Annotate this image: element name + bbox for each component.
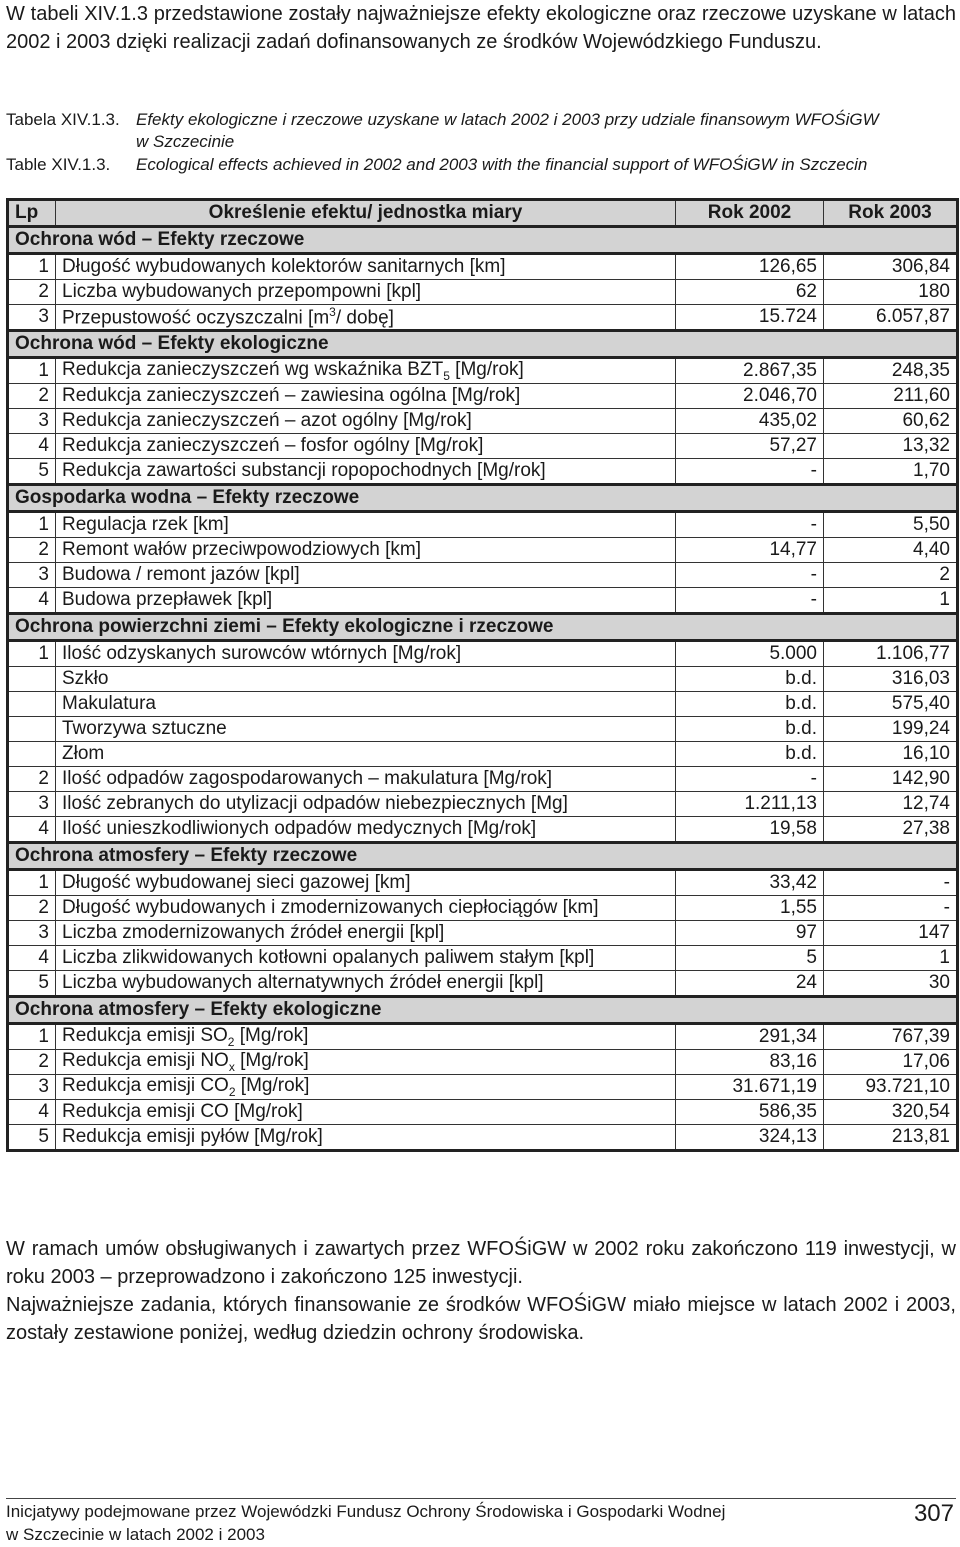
row-lp: 2 bbox=[8, 896, 56, 921]
row-lp: 5 bbox=[8, 971, 56, 997]
row-description-text: Redukcja zanieczyszczeń wg wskaźnika BZT bbox=[62, 359, 444, 381]
row-description bbox=[56, 563, 676, 588]
row-description-unit: [Mg/rok] bbox=[235, 1075, 310, 1097]
row-value-2002: b.d. bbox=[676, 667, 824, 692]
table-row bbox=[8, 1125, 958, 1151]
footer-text bbox=[6, 1500, 886, 1546]
table-row bbox=[8, 1024, 958, 1050]
row-description-text: Regulacja rzek [km] bbox=[62, 514, 229, 536]
row-value-2003: 316,03 bbox=[824, 667, 958, 692]
row-description bbox=[56, 717, 676, 742]
row-description bbox=[56, 1050, 676, 1075]
row-value-2003: 16,10 bbox=[824, 742, 958, 767]
row-value-2002: 83,16 bbox=[676, 1050, 824, 1075]
row-lp: 4 bbox=[8, 946, 56, 971]
row-description bbox=[56, 588, 676, 614]
row-description bbox=[56, 538, 676, 563]
table-row bbox=[8, 921, 958, 946]
row-value-2003: 27,38 bbox=[824, 817, 958, 843]
row-lp: 2 bbox=[8, 1050, 56, 1075]
row-lp: 5 bbox=[8, 1125, 56, 1151]
row-value-2002: - bbox=[676, 459, 824, 485]
table-header-row bbox=[8, 200, 958, 227]
table-row bbox=[8, 767, 958, 792]
row-description bbox=[56, 434, 676, 459]
row-value-2002: 19,58 bbox=[676, 817, 824, 843]
section-title: Gospodarka wodna – Efekty rzeczowe bbox=[8, 485, 958, 512]
row-lp: 1 bbox=[8, 254, 56, 280]
row-description bbox=[56, 767, 676, 792]
row-description bbox=[56, 1125, 676, 1151]
row-description-subscript: 2 bbox=[228, 1085, 236, 1100]
row-value-2003: 211,60 bbox=[824, 384, 958, 409]
table-row bbox=[8, 792, 958, 817]
row-value-2003: 1 bbox=[824, 588, 958, 614]
row-description bbox=[56, 1075, 676, 1100]
row-description bbox=[56, 358, 676, 384]
row-value-2002: - bbox=[676, 588, 824, 614]
row-lp: 3 bbox=[8, 409, 56, 434]
row-value-2002: 31.671,19 bbox=[676, 1075, 824, 1100]
row-value-2002: 2.867,35 bbox=[676, 358, 824, 384]
row-value-2003: 767,39 bbox=[824, 1024, 958, 1050]
row-description-text: Liczba zlikwidowanych kotłowni opalanych paliwem stałym [kpl] bbox=[62, 947, 595, 969]
row-value-2003: 12,74 bbox=[824, 792, 958, 817]
table-row bbox=[8, 384, 958, 409]
row-description bbox=[56, 921, 676, 946]
header-description: Określenie efektu/ jednostka miary bbox=[56, 200, 676, 227]
table-row bbox=[8, 280, 958, 305]
row-value-2002: 5.000 bbox=[676, 641, 824, 667]
row-value-2002: b.d. bbox=[676, 717, 824, 742]
header-year-2003: Rok 2003 bbox=[824, 200, 958, 227]
section-header-row bbox=[8, 614, 958, 641]
table-row bbox=[8, 459, 958, 485]
row-description bbox=[56, 409, 676, 434]
row-value-2002: - bbox=[676, 563, 824, 588]
row-value-2003: 320,54 bbox=[824, 1100, 958, 1125]
row-lp: 3 bbox=[8, 305, 56, 331]
table-row bbox=[8, 1050, 958, 1075]
row-value-2002: - bbox=[676, 512, 824, 538]
row-value-2002: 1.211,13 bbox=[676, 792, 824, 817]
row-lp bbox=[8, 742, 56, 767]
row-description bbox=[56, 512, 676, 538]
row-lp: 3 bbox=[8, 563, 56, 588]
row-value-2002: b.d. bbox=[676, 742, 824, 767]
table-caption-pl bbox=[6, 109, 879, 131]
row-description bbox=[56, 870, 676, 896]
row-description bbox=[56, 692, 676, 717]
section-title: Ochrona wód – Efekty ekologiczne bbox=[8, 331, 958, 358]
row-value-2003: 199,24 bbox=[824, 717, 958, 742]
row-lp: 3 bbox=[8, 921, 56, 946]
row-value-2003: 147 bbox=[824, 921, 958, 946]
row-description-text: Ilość zebranych do utylizacji odpadów niebezpiecznych [Mg] bbox=[62, 793, 568, 815]
row-value-2002: 2.046,70 bbox=[676, 384, 824, 409]
row-lp: 2 bbox=[8, 280, 56, 305]
section-title: Ochrona wód – Efekty rzeczowe bbox=[8, 227, 958, 254]
row-description-text: Remont wałów przeciwpowodziowych [km] bbox=[62, 539, 422, 561]
row-value-2003: 213,81 bbox=[824, 1125, 958, 1151]
row-description bbox=[56, 742, 676, 767]
row-value-2003: 2 bbox=[824, 563, 958, 588]
row-value-2003: 6.057,87 bbox=[824, 305, 958, 331]
section-header-row bbox=[8, 227, 958, 254]
row-lp bbox=[8, 692, 56, 717]
table-caption-pl-line2 bbox=[136, 131, 234, 153]
row-value-2003: 4,40 bbox=[824, 538, 958, 563]
caption-en-label: Table XIV.1.3. bbox=[6, 155, 111, 174]
row-description bbox=[56, 896, 676, 921]
row-value-2003: 248,35 bbox=[824, 358, 958, 384]
table-row bbox=[8, 742, 958, 767]
row-description-text: Liczba wybudowanych przepompowni [kpl] bbox=[62, 281, 422, 302]
table-row bbox=[8, 1075, 958, 1100]
row-value-2002: 5 bbox=[676, 946, 824, 971]
row-lp: 3 bbox=[8, 1075, 56, 1100]
row-description-text: Redukcja zanieczyszczeń – fosfor ogólny [Mg/rok] bbox=[62, 435, 484, 457]
row-lp: 2 bbox=[8, 384, 56, 409]
row-value-2003: 17,06 bbox=[824, 1050, 958, 1075]
row-lp: 3 bbox=[8, 792, 56, 817]
row-lp: 4 bbox=[8, 1100, 56, 1125]
row-value-2002: 324,13 bbox=[676, 1125, 824, 1151]
row-value-2003: 5,50 bbox=[824, 512, 958, 538]
row-description-subscript: 2 bbox=[227, 1035, 235, 1050]
table-row bbox=[8, 434, 958, 459]
row-description-text: Redukcja emisji pyłów [Mg/rok] bbox=[62, 1126, 323, 1148]
section-title: Ochrona powierzchni ziemi – Efekty ekologiczne i rzeczowe bbox=[8, 614, 958, 641]
row-value-2002: 126,65 bbox=[676, 254, 824, 280]
caption-en-text: Ecological effects achieved in 2002 and 2003 with the financial support of WFOŚiGW in Szczecin bbox=[136, 155, 868, 174]
table-body bbox=[8, 227, 958, 1151]
row-value-2003: - bbox=[824, 870, 958, 896]
row-value-2003: 13,32 bbox=[824, 434, 958, 459]
table-row bbox=[8, 254, 958, 280]
section-header-row bbox=[8, 843, 958, 870]
row-description bbox=[56, 459, 676, 485]
row-description-text: Makulatura bbox=[62, 693, 156, 715]
row-description-unit: [Mg/rok] bbox=[234, 1025, 309, 1047]
row-description-unit: / dobę] bbox=[335, 307, 394, 329]
footer-line-1: Inicjatywy podejmowane przez Wojewódzki Fundusz Ochrony Środowiska i Gospodarki Wodnej bbox=[6, 1502, 726, 1521]
row-value-2003: 142,90 bbox=[824, 767, 958, 792]
section-header-row bbox=[8, 331, 958, 358]
row-description-text: Ilość odpadów zagospodarowanych – makulatura [Mg/rok] bbox=[62, 768, 553, 790]
row-description-text: Długość wybudowanych kolektorów sanitarnych [km] bbox=[62, 256, 506, 277]
row-description-subscript: 5 bbox=[443, 369, 450, 384]
row-description bbox=[56, 254, 676, 280]
row-value-2002: 97 bbox=[676, 921, 824, 946]
header-year-2002: Rok 2002 bbox=[676, 200, 824, 227]
section-title: Ochrona atmosfery – Efekty ekologiczne bbox=[8, 997, 958, 1024]
row-lp: 4 bbox=[8, 817, 56, 843]
row-description-unit: [Mg/rok] bbox=[234, 1050, 309, 1072]
row-lp: 1 bbox=[8, 641, 56, 667]
table-row bbox=[8, 538, 958, 563]
row-value-2002: 24 bbox=[676, 971, 824, 997]
row-description-text: Budowa przepławek [kpl] bbox=[62, 589, 273, 611]
row-value-2002: 15.724 bbox=[676, 305, 824, 331]
row-description bbox=[56, 384, 676, 409]
row-value-2003: 306,84 bbox=[824, 254, 958, 280]
body-paragraph-2: Najważniejsze zadania, których finansowanie ze środków WFOŚiGW miało miejsce w latach 2002 i 2003, zostały zestawione poniżej, według dziedzin ochrony środowiska. bbox=[6, 1294, 956, 1344]
row-value-2002: 586,35 bbox=[676, 1100, 824, 1125]
row-description-text: Redukcja emisji SO bbox=[62, 1025, 228, 1047]
table-row bbox=[8, 641, 958, 667]
row-value-2003: - bbox=[824, 896, 958, 921]
caption-pl-line1: Efekty ekologiczne i rzeczowe uzyskane w latach 2002 i 2003 przy udziale finansowym WFOŚiGW bbox=[136, 110, 879, 129]
caption-pl-line2: w Szczecinie bbox=[136, 132, 235, 151]
row-value-2002: 14,77 bbox=[676, 538, 824, 563]
row-value-2002: - bbox=[676, 767, 824, 792]
table-row bbox=[8, 870, 958, 896]
row-value-2003: 60,62 bbox=[824, 409, 958, 434]
row-description-text: Redukcja zanieczyszczeń – azot ogólny [Mg/rok] bbox=[62, 410, 472, 432]
row-value-2002: 291,34 bbox=[676, 1024, 824, 1050]
row-description bbox=[56, 667, 676, 692]
row-description-subscript: x bbox=[228, 1060, 235, 1075]
row-value-2002: 33,42 bbox=[676, 870, 824, 896]
row-description-unit: [Mg/rok] bbox=[449, 359, 524, 381]
table-row bbox=[8, 817, 958, 843]
row-description-text: Tworzywa sztuczne bbox=[62, 718, 227, 740]
footer-line-2: w Szczecinie w latach 2002 i 2003 bbox=[6, 1525, 265, 1544]
row-description-superscript: 3 bbox=[329, 305, 336, 319]
table-caption-en bbox=[6, 154, 867, 176]
body-paragraph-1: W ramach umów obsługiwanych i zawartych przez WFOŚiGW w 2002 roku zakończono 119 inwestycji, w roku 2003 – przeprowadzono i zakończono 125 inwestycji. bbox=[6, 1238, 956, 1288]
row-description-text: Budowa / remont jazów [kpl] bbox=[62, 564, 300, 586]
table-row bbox=[8, 563, 958, 588]
row-lp bbox=[8, 667, 56, 692]
row-description bbox=[56, 817, 676, 843]
row-description bbox=[56, 280, 676, 305]
row-description-text: Redukcja zawartości substancji ropopochodnych [Mg/rok] bbox=[62, 460, 546, 482]
section-header-row bbox=[8, 485, 958, 512]
row-description-text: Przepustowość oczyszczalni [m bbox=[62, 307, 330, 329]
row-lp: 4 bbox=[8, 434, 56, 459]
row-value-2003: 1.106,77 bbox=[824, 641, 958, 667]
row-description-text: Długość wybudowanej sieci gazowej [km] bbox=[62, 872, 411, 894]
section-header-row bbox=[8, 997, 958, 1024]
table-row bbox=[8, 588, 958, 614]
row-lp: 2 bbox=[8, 538, 56, 563]
table-row bbox=[8, 946, 958, 971]
row-value-2003: 30 bbox=[824, 971, 958, 997]
table-row bbox=[8, 667, 958, 692]
table-row bbox=[8, 305, 958, 331]
row-description-text: Redukcja emisji CO [Mg/rok] bbox=[62, 1101, 303, 1123]
row-value-2003: 93.721,10 bbox=[824, 1075, 958, 1100]
row-value-2002: 1,55 bbox=[676, 896, 824, 921]
table-row bbox=[8, 512, 958, 538]
row-description bbox=[56, 305, 676, 331]
row-value-2002: b.d. bbox=[676, 692, 824, 717]
row-value-2003: 575,40 bbox=[824, 692, 958, 717]
page-number: 307 bbox=[913, 1500, 954, 1527]
row-description bbox=[56, 1024, 676, 1050]
row-description bbox=[56, 792, 676, 817]
table-row bbox=[8, 971, 958, 997]
footer-divider bbox=[6, 1498, 956, 1499]
row-lp: 1 bbox=[8, 512, 56, 538]
table-row bbox=[8, 717, 958, 742]
row-description-text: Liczba wybudowanych alternatywnych źródeł energii [kpl] bbox=[62, 972, 544, 994]
row-value-2002: 57,27 bbox=[676, 434, 824, 459]
row-description-text: Liczba zmodernizowanych źródeł energii [kpl] bbox=[62, 922, 445, 944]
row-description-text: Redukcja zanieczyszczeń – zawiesina ogólna [Mg/rok] bbox=[62, 385, 521, 407]
table-row bbox=[8, 358, 958, 384]
header-lp: Lp bbox=[8, 200, 56, 227]
row-lp: 1 bbox=[8, 1024, 56, 1050]
row-lp bbox=[8, 717, 56, 742]
table-row bbox=[8, 1100, 958, 1125]
row-description-text: Ilość odzyskanych surowców wtórnych [Mg/rok] bbox=[62, 643, 462, 665]
row-description-text: Złom bbox=[62, 743, 105, 765]
row-value-2003: 1 bbox=[824, 946, 958, 971]
table-row bbox=[8, 409, 958, 434]
row-lp: 5 bbox=[8, 459, 56, 485]
row-lp: 1 bbox=[8, 870, 56, 896]
caption-pl-label: Tabela XIV.1.3. bbox=[6, 110, 120, 129]
row-description bbox=[56, 641, 676, 667]
table-row bbox=[8, 896, 958, 921]
row-description bbox=[56, 946, 676, 971]
row-description-text: Długość wybudowanych i zmodernizowanych ciepłociągów [km] bbox=[62, 897, 599, 919]
row-description-text: Redukcja emisji NO bbox=[62, 1050, 229, 1072]
effects-table bbox=[6, 198, 959, 1152]
row-description-text: Redukcja emisji CO bbox=[62, 1075, 229, 1097]
row-description bbox=[56, 971, 676, 997]
row-lp: 2 bbox=[8, 767, 56, 792]
row-description-text: Szkło bbox=[62, 668, 109, 690]
row-description bbox=[56, 1100, 676, 1125]
table-row bbox=[8, 692, 958, 717]
section-title: Ochrona atmosfery – Efekty rzeczowe bbox=[8, 843, 958, 870]
row-value-2003: 180 bbox=[824, 280, 958, 305]
row-value-2002: 62 bbox=[676, 280, 824, 305]
row-lp: 4 bbox=[8, 588, 56, 614]
row-lp: 1 bbox=[8, 358, 56, 384]
row-value-2002: 435,02 bbox=[676, 409, 824, 434]
body-text bbox=[6, 1235, 956, 1347]
intro-paragraph: W tabeli XIV.1.3 przedstawione zostały najważniejsze efekty ekologiczne oraz rzeczowe uzyskane w latach 2002 i 2003 dzięki realizacji zadań dofinansowanych ze środków Wojewódzkiego Funduszu. bbox=[6, 3, 956, 53]
row-value-2003: 1,70 bbox=[824, 459, 958, 485]
row-description-text: Ilość unieszkodliwionych odpadów medycznych [Mg/rok] bbox=[62, 818, 537, 840]
